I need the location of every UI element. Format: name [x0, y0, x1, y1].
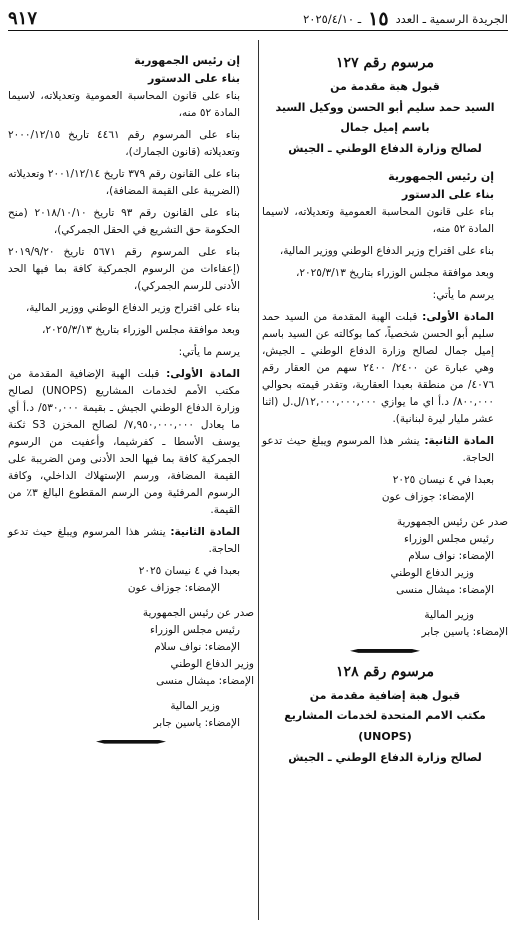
decree-127-subject-3: باسم إميل جمال [340, 121, 430, 135]
page-number: ٩١٧ [8, 8, 38, 30]
issue-date: ـ ٢٠٢٥/٤/١٠ [303, 11, 362, 26]
decree-128-article-2 [8, 524, 254, 558]
right-column [262, 52, 508, 769]
decree-128-basis-5: بناء على المرسوم رقم ٥٦٧١ تاريخ ٢٠١٩/٩/٢٠ (إعفاءات من الرسوم الجمركية كافة بما فيها الحد الأدنى للرسم الجمركي)، [8, 245, 240, 292]
decree-128-basis-1: بناء على قانون المحاسبة العمومية وتعديلاته، لاسيما المادة ٥٢ منه، [8, 89, 240, 119]
decree-127-subject-1: قبول هبة مقدمة من [330, 79, 440, 93]
decree-127-constitution: بناء على الدستور [402, 188, 494, 202]
decree-128-basis-3: بناء على القانون رقم ٣٧٩ تاريخ ٢٠٠١/١٢/١٤ وتعديلاته (الضريبة على القيمة المضافة)، [8, 167, 240, 197]
decree-127-basis-1: بناء على قانون المحاسبة العمومية وتعديلاته، لاسيما المادة ٥٢ منه، [262, 205, 494, 235]
page-header [8, 8, 508, 31]
decree-127-basis-3: وبعد موافقة مجلس الوزراء بتاريخ ٢٠٢٥/٣/١٣، [296, 266, 494, 279]
decree-128-finance-title: وزير المالية [170, 699, 220, 712]
decree-128-basis-7: وبعد موافقة مجلس الوزراء بتاريخ ٢٠٢٥/٣/١٣، [42, 323, 240, 336]
gazette-title: الجريدة الرسمية ـ العدد [395, 11, 508, 26]
decree-127-decrees: يرسم ما يأتي: [432, 288, 494, 301]
column-divider [258, 40, 259, 920]
decree-128-pm-signature: الإمضاء: نواف سلام [154, 640, 240, 653]
decree-127-article-2 [262, 433, 508, 467]
decree-127-date: بعبدا في ٤ نيسان ٢٠٢٥ [392, 473, 494, 486]
decree-127-pm-signature: الإمضاء: نواف سلام [408, 549, 494, 562]
decree-128-subject-4: لصالح وزارة الدفاع الوطني ـ الجيش [288, 751, 482, 765]
decree-128-basis-6: بناء على اقتراح وزير الدفاع الوطني ووزير المالية، [25, 301, 240, 314]
decree-127-title: مرسوم رقم ١٢٧ [336, 55, 434, 71]
decree-127-subject-4: لصالح وزارة الدفاع الوطني ـ الجيش [288, 142, 482, 156]
decree-127-defense-signature: الإمضاء: ميشال منسى [396, 583, 494, 596]
decree-128-issuer: إن رئيس الجمهورية [134, 54, 240, 67]
left-column [8, 52, 254, 752]
article-1-text: قبلت الهبة الإضافية المقدمة من مكتب الأمم لخدمات المشاريع (UNOPS) لصالح وزارة الدفاع الوطني الجيش ـ بقيمة ٥٣٠,٠٠٠/ د.أ أي ما يعادل ٧,٩٥٠,٠٠٠,٠٠٠/ لصالح المخزن S3 ثكنة يوسف الأسطا ـ كفرشيما، وأعفيت من الرسوم الجمركية كافة بما فيها الحد الأدنى ومن الضريبة على القيمة المضافة، ورسم الإستهلاك الداخلي، وكافة الرسوم المرفئية ومن الرسم المقطوع البالغ ٣٪ من القيمة. [8, 367, 241, 516]
decree-128-defense-title: وزير الدفاع الوطني [170, 657, 254, 670]
decree-127-issuer: إن رئيس الجمهورية [388, 170, 494, 184]
decree-128-constitution: بناء على الدستور [148, 71, 240, 85]
decree-128-article-1 [8, 366, 254, 519]
decree-128-title: مرسوم رقم ١٢٨ [336, 663, 434, 680]
decree-128-basis-4: بناء على القانون رقم ٩٣ تاريخ ٢٠١٨/١٠/١٠ (منح الحكومة حق التشريع في الحقل الجمركي)، [8, 206, 240, 236]
issue-number: ١٥ [368, 7, 389, 30]
decree-128-date: بعبدا في ٤ نيسان ٢٠٢٥ [138, 564, 240, 577]
decree-127-pm-title: رئيس مجلس الوزراء [403, 532, 494, 545]
decree-127-finance-title: وزير المالية [424, 608, 474, 621]
article-2-text: ينشر هذا المرسوم ويبلغ حيث تدعو الحاجة. [262, 434, 494, 464]
decree-128-subject-1: قبول هبة إضافية مقدمة من [309, 688, 461, 702]
article-1-text: قبلت الهبة المقدمة من السيد حمد سليم أبو الحسن شخصياً، كما بوكالته عن السيد باسم إميل جمال لصالح وزارة الدفاع الوطني ـ الجيش، وهي عبارة عن ٢٤٠٠/ ٢٤٠٠ سهم من العقار رقم ٤٠٧٦/ من منطقة بعبدا العقارية، وتقدر قيمته بحوالي ٨٠٠,٠٠٠/ د.أ اي ما يوازي ١٢,٠٠٠,٠٠٠,٠٠٠/ل.ل (اثنا عشر مليار ليرة لبنانية). [262, 310, 495, 425]
decree-128-pm-title: رئيس مجلس الوزراء [149, 623, 240, 636]
section-separator [350, 649, 420, 653]
article-2-label: المادة الثانية: [424, 434, 494, 447]
decree-127-finance-signature: الإمضاء: ياسين جابر [421, 625, 508, 638]
section-separator [96, 740, 166, 744]
header-meta [303, 4, 508, 35]
decree-127-article-1 [262, 309, 508, 428]
decree-128-subject-2: مكتب الامم المتحدة لخدمات المشاريع [284, 709, 486, 723]
decree-128-finance-signature: الإمضاء: ياسين جابر [153, 716, 240, 729]
decree-127-issued-by: صدر عن رئيس الجمهورية [396, 515, 508, 528]
decree-128-issued-by: صدر عن رئيس الجمهورية [142, 606, 254, 619]
article-1-label: المادة الأولى: [166, 367, 240, 380]
decree-127-president-signature: الإمضاء: جوزاف عون [381, 490, 474, 503]
decree-128-president-signature: الإمضاء: جوزاف عون [127, 581, 220, 594]
decree-127-basis-2: بناء على اقتراح وزير الدفاع الوطني ووزير المالية، [279, 244, 494, 257]
decree-128-decrees: يرسم ما يأتي: [178, 345, 240, 358]
decree-127-subject-2: السيد حمد سليم أبو الحسن ووكيل السيد [275, 100, 495, 114]
decree-128-defense-signature: الإمضاء: ميشال منسى [156, 674, 254, 687]
article-2-label: المادة الثانية: [170, 525, 240, 538]
decree-128-basis-2: بناء على المرسوم رقم ٤٤٦١ تاريخ ٢٠٠٠/١٢/١٥ وتعديلاته (قانون الجمارك)، [8, 128, 240, 158]
decree-128-subject-3: (UNOPS) [358, 730, 412, 744]
article-2-text: ينشر هذا المرسوم ويبلغ حيث تدعو الحاجة. [8, 525, 240, 555]
article-1-label: المادة الأولى: [422, 310, 494, 323]
decree-127-defense-title: وزير الدفاع الوطني [390, 566, 474, 579]
